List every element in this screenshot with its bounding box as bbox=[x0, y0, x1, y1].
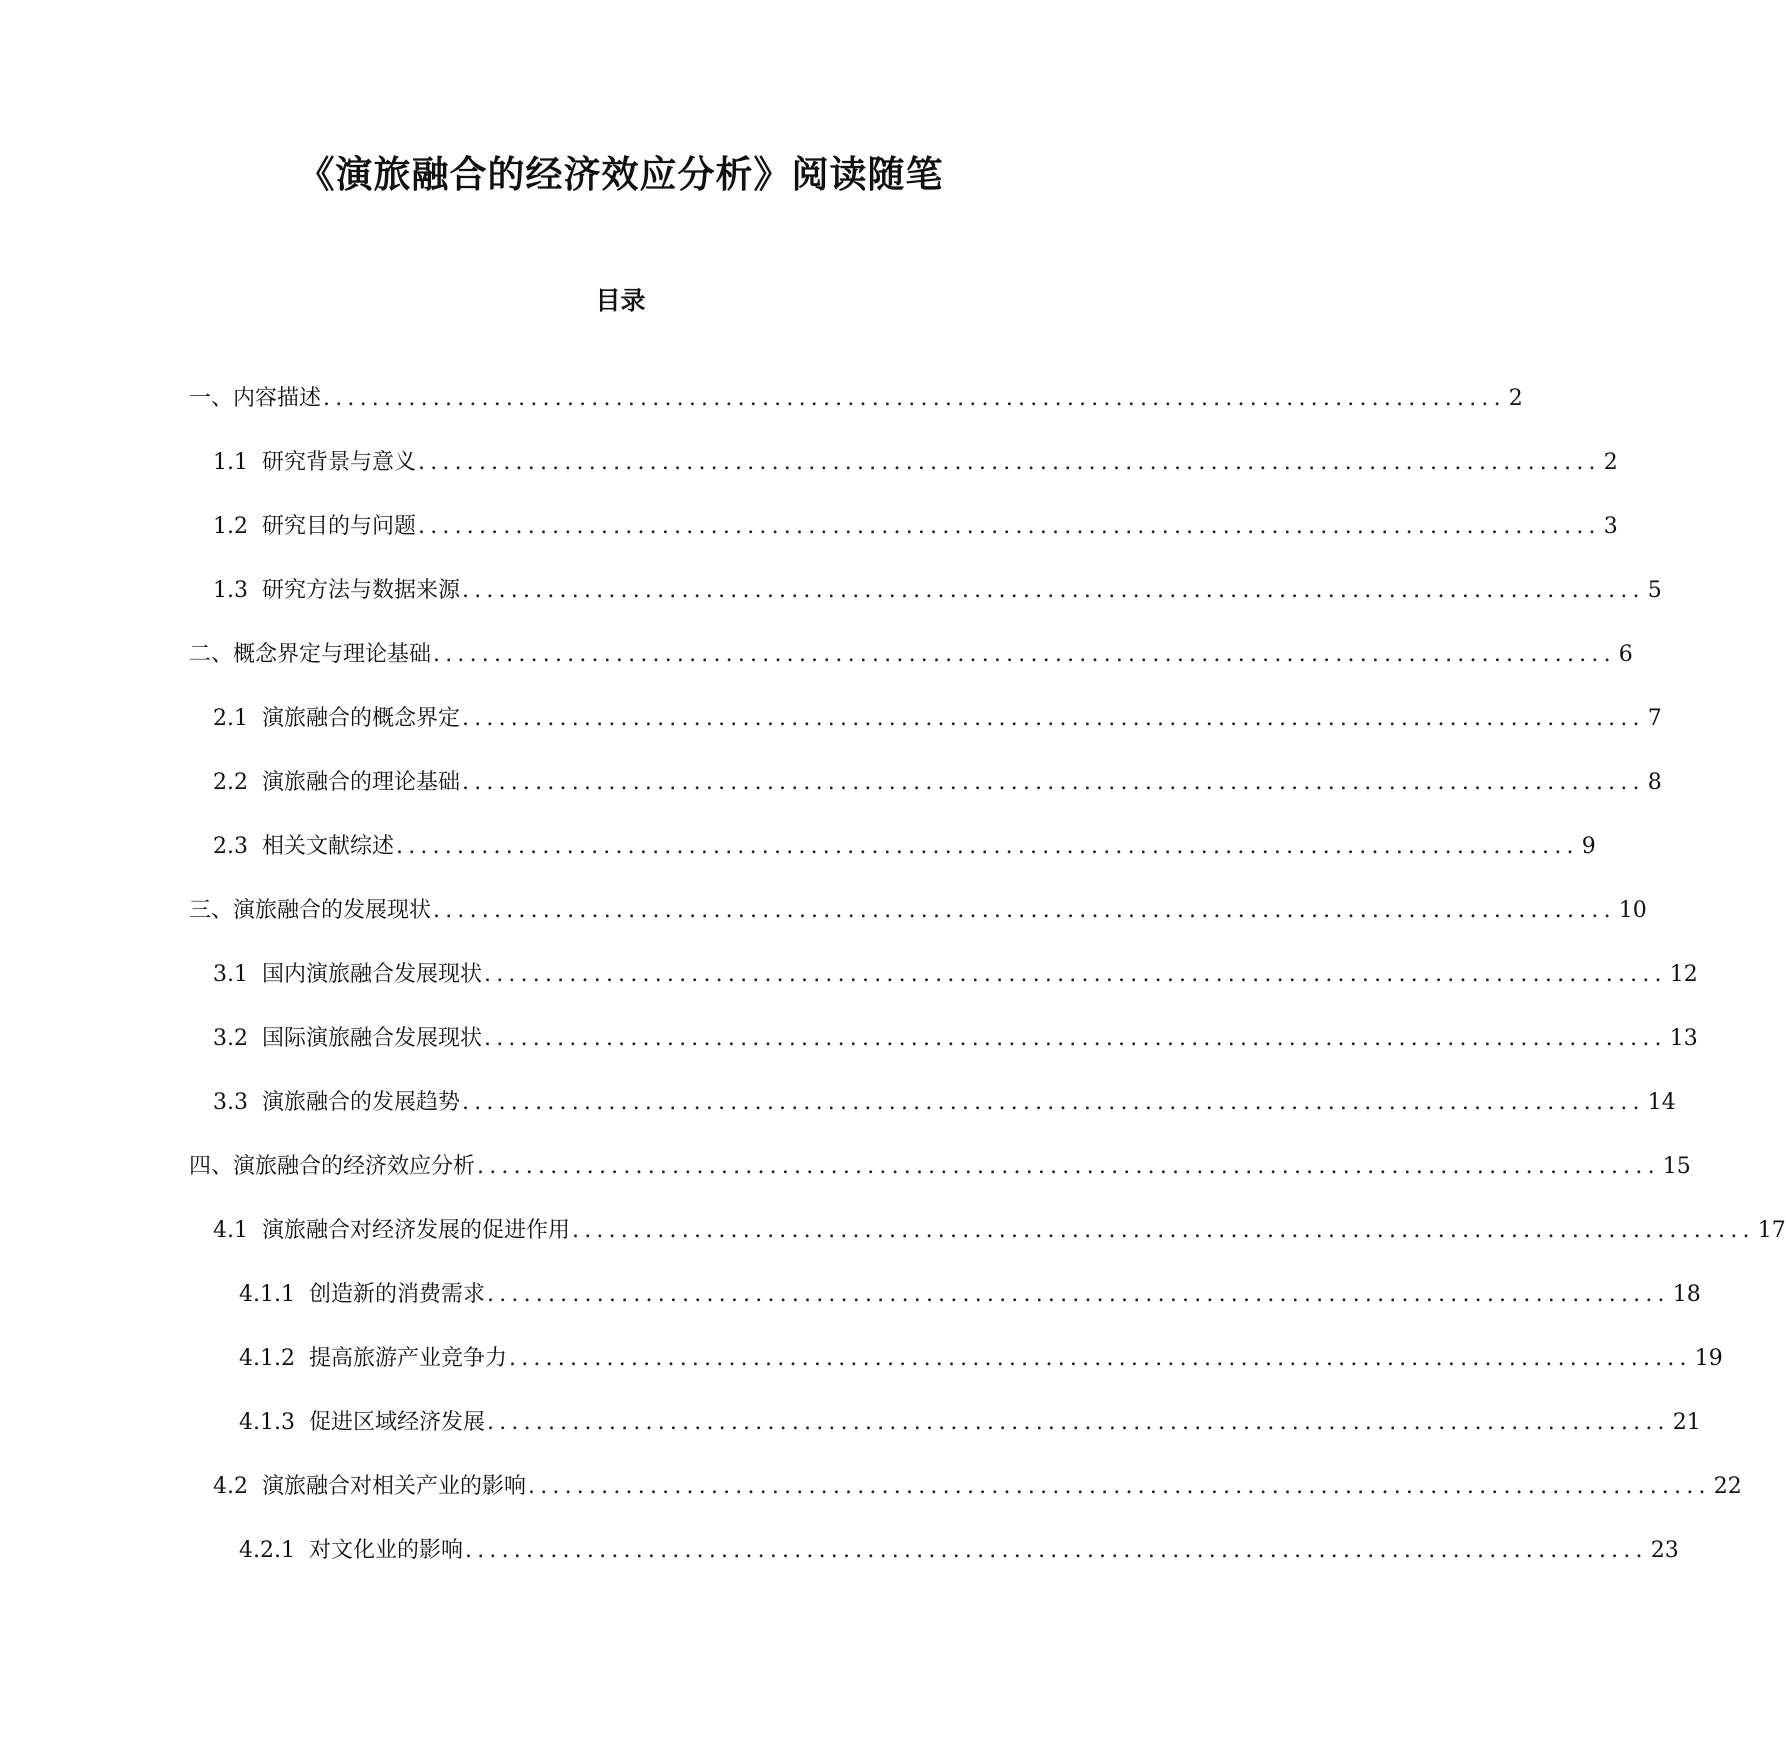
toc-dot-leader: ................................................................................................. bbox=[477, 1154, 1660, 1179]
toc-entry[interactable] bbox=[213, 1214, 1786, 1248]
toc-dot-leader: ................................................................................................. bbox=[509, 1346, 1692, 1371]
toc-entry-number: 4.2.1 bbox=[239, 1538, 295, 1563]
toc-entry-number: 2.1 bbox=[213, 706, 248, 731]
toc-dot-leader: ................................................................................................. bbox=[433, 898, 1616, 923]
toc-dot-leader: ................................................................................................. bbox=[462, 1090, 1645, 1115]
toc-entry-page: 13 bbox=[1669, 1026, 1698, 1051]
toc-entry[interactable] bbox=[239, 1342, 1723, 1376]
toc-entry[interactable] bbox=[239, 1406, 1701, 1440]
toc-dot-leader: ................................................................................................. bbox=[418, 450, 1601, 475]
toc-entry[interactable] bbox=[189, 894, 1647, 928]
toc-entry-number: 3.2 bbox=[213, 1026, 248, 1051]
document-title: 《演旅融合的经济效应分析》阅读随笔 bbox=[297, 153, 944, 196]
toc-dot-leader: ................................................................................................. bbox=[484, 1026, 1667, 1051]
toc-entry-title: 演旅融合的经济效应分析 bbox=[233, 1154, 476, 1179]
toc-entry-page: 7 bbox=[1647, 706, 1662, 731]
toc-entry-title: 演旅融合对相关产业的影响 bbox=[262, 1474, 527, 1499]
toc-entry-number: 4.2 bbox=[213, 1474, 248, 1499]
toc-entry-title: 创造新的消费需求 bbox=[308, 1282, 485, 1307]
toc-entry-number: 1.1 bbox=[213, 450, 248, 475]
toc-entry-number: 2.3 bbox=[213, 834, 248, 859]
toc-dot-leader: ................................................................................................. bbox=[572, 1218, 1755, 1243]
toc-entry[interactable] bbox=[189, 382, 1523, 416]
toc-dot-leader: ................................................................................................. bbox=[462, 578, 1645, 603]
toc-entry[interactable] bbox=[213, 1470, 1742, 1504]
toc-entry-number: 3.3 bbox=[213, 1090, 248, 1115]
toc-entry-number: 4.1.1 bbox=[239, 1282, 295, 1307]
toc-entry-page: 15 bbox=[1662, 1154, 1691, 1179]
toc-entry[interactable] bbox=[213, 702, 1662, 736]
toc-dot-leader: ................................................................................................. bbox=[462, 770, 1645, 795]
toc-entry-number: 2.2 bbox=[213, 770, 248, 795]
toc-entry-number: 1.3 bbox=[213, 578, 248, 603]
toc-entry[interactable] bbox=[213, 1022, 1698, 1056]
toc-entry-title: 研究方法与数据来源 bbox=[262, 578, 461, 603]
toc-dot-leader: ................................................................................................. bbox=[484, 962, 1667, 987]
toc-entry-title: 演旅融合的发展现状 bbox=[233, 898, 432, 923]
toc-entry-page: 3 bbox=[1603, 514, 1618, 539]
toc-entry-page: 2 bbox=[1508, 386, 1523, 411]
toc-dot-leader: ................................................................................................. bbox=[528, 1474, 1711, 1499]
toc-entry[interactable] bbox=[239, 1278, 1701, 1312]
toc-entry-page: 23 bbox=[1650, 1538, 1679, 1563]
toc-dot-leader: ................................................................................................. bbox=[418, 514, 1601, 539]
toc-entry-page: 22 bbox=[1713, 1474, 1742, 1499]
toc-entry-page: 12 bbox=[1669, 962, 1698, 987]
toc-entry-title: 概念界定与理论基础 bbox=[233, 642, 432, 667]
toc-entry-title: 相关文献综述 bbox=[262, 834, 395, 859]
toc-dot-leader: ................................................................................................. bbox=[433, 642, 1616, 667]
toc-entry-page: 9 bbox=[1581, 834, 1596, 859]
toc-dot-leader: ................................................................................................. bbox=[465, 1538, 1648, 1563]
toc-entry-page: 17 bbox=[1757, 1218, 1786, 1243]
toc-dot-leader: ................................................................................................. bbox=[487, 1410, 1670, 1435]
toc-entry[interactable] bbox=[213, 574, 1662, 608]
toc-entry-title: 内容描述 bbox=[233, 386, 322, 411]
toc-entry[interactable] bbox=[213, 1086, 1676, 1120]
toc-entry-title: 国内演旅融合发展现状 bbox=[262, 962, 483, 987]
toc-heading: 目录 bbox=[595, 286, 646, 315]
toc-entry-title: 提高旅游产业竞争力 bbox=[308, 1346, 507, 1371]
toc-entry[interactable] bbox=[213, 830, 1596, 864]
toc-entry-number: 三、 bbox=[189, 898, 234, 923]
toc-entry-number: 一、 bbox=[189, 386, 234, 411]
toc-entry-title: 演旅融合的发展趋势 bbox=[262, 1090, 461, 1115]
toc-entry-title: 演旅融合的概念界定 bbox=[262, 706, 461, 731]
toc-entry-title: 研究背景与意义 bbox=[262, 450, 417, 475]
toc-entry-number: 1.2 bbox=[213, 514, 248, 539]
toc-entry[interactable] bbox=[239, 1534, 1679, 1568]
toc-entry-page: 6 bbox=[1618, 642, 1633, 667]
toc-entry-number: 4.1.3 bbox=[239, 1410, 295, 1435]
toc-entry-page: 14 bbox=[1647, 1090, 1676, 1115]
toc-entry-title: 对文化业的影响 bbox=[308, 1538, 463, 1563]
toc-entry[interactable] bbox=[213, 766, 1662, 800]
toc-entry-page: 18 bbox=[1672, 1282, 1701, 1307]
toc-entry-title: 国际演旅融合发展现状 bbox=[262, 1026, 483, 1051]
toc-entry-page: 19 bbox=[1694, 1346, 1723, 1371]
toc-entry-number: 3.1 bbox=[213, 962, 248, 987]
toc-entry-page: 2 bbox=[1603, 450, 1618, 475]
toc-entry[interactable] bbox=[189, 638, 1633, 672]
toc-entry-title: 研究目的与问题 bbox=[262, 514, 417, 539]
toc-entry-title: 促进区域经济发展 bbox=[308, 1410, 485, 1435]
toc-dot-leader: ................................................................................................. bbox=[323, 386, 1506, 411]
toc-dot-leader: ................................................................................................. bbox=[396, 834, 1579, 859]
toc-entry-title: 演旅融合的理论基础 bbox=[262, 770, 461, 795]
toc-dot-leader: ................................................................................................. bbox=[462, 706, 1645, 731]
toc-entry[interactable] bbox=[213, 446, 1618, 480]
toc-entry-page: 8 bbox=[1647, 770, 1662, 795]
toc-entry-number: 二、 bbox=[189, 642, 234, 667]
toc-entry-number: 四、 bbox=[189, 1154, 234, 1179]
toc-entry[interactable] bbox=[213, 510, 1618, 544]
toc-entry-page: 10 bbox=[1618, 898, 1647, 923]
toc-entry-number: 4.1.2 bbox=[239, 1346, 295, 1371]
toc-entry-page: 21 bbox=[1672, 1410, 1701, 1435]
toc-entry[interactable] bbox=[213, 958, 1698, 992]
toc-entry[interactable] bbox=[189, 1150, 1691, 1184]
toc-entry-page: 5 bbox=[1647, 578, 1662, 603]
toc-dot-leader: ................................................................................................. bbox=[487, 1282, 1670, 1307]
toc-entry-title: 演旅融合对经济发展的促进作用 bbox=[262, 1218, 571, 1243]
toc-entry-number: 4.1 bbox=[213, 1218, 248, 1243]
